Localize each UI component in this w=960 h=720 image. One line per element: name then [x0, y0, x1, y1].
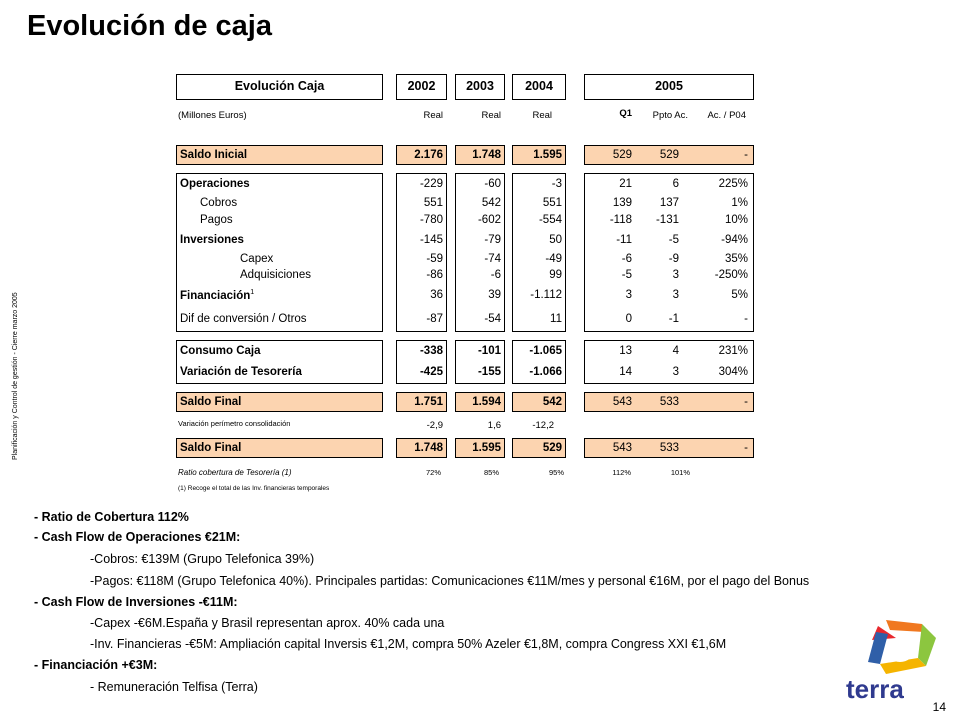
- pagos-2004: -554: [538, 214, 562, 226]
- note-cobros: -Cobros: €139M (Grupo Telefonica 39%): [90, 552, 315, 566]
- row-label-capex: Capex: [240, 253, 274, 265]
- header-label: Evolución Caja: [234, 79, 325, 93]
- operaciones-q1: 21: [619, 178, 632, 190]
- note-cash-flow-inversiones: - Cash Flow de Inversiones -€11M:: [34, 595, 238, 609]
- saldo-final-1-ac: -: [744, 396, 748, 408]
- ratio-ppto: 101%: [670, 468, 690, 477]
- variacion-tesoreria-ppto: 3: [672, 366, 679, 378]
- cobros-ppto: 137: [659, 197, 679, 209]
- pagos-ac: 10%: [724, 214, 748, 226]
- variacion-tesoreria-q1: 14: [619, 366, 632, 378]
- variacion-perimetro-2004: -12,2: [532, 420, 554, 431]
- page-title: Evolución de caja: [27, 10, 272, 42]
- pagos-2002: -780: [419, 214, 443, 226]
- cobros-2004: 551: [542, 197, 562, 209]
- row-label-inversiones: Inversiones: [180, 234, 244, 246]
- row-label-saldo-final-2: Saldo Final: [180, 442, 242, 454]
- variacion-tesoreria-ac: 304%: [718, 366, 748, 378]
- note-financiacion: - Financiación +€3M:: [34, 658, 158, 672]
- cobros-2003: 542: [481, 197, 501, 209]
- row-label-consumo-caja: Consumo Caja: [180, 345, 261, 357]
- saldo-final-2-ac: -: [744, 442, 748, 454]
- note-remuneracion: - Remuneración Telfisa (Terra): [90, 680, 258, 694]
- note-inv-financieras: -Inv. Financieras -€5M: Ampliación capital Inversis €1,2M, compra 50% Azeler €1,8M, compra Congress XXI €1,6M: [90, 637, 727, 651]
- variacion-tesoreria-2003: -155: [477, 366, 501, 378]
- saldo-final-1-2004: 542: [542, 396, 562, 408]
- saldo-final-2-ppto: 533: [659, 442, 679, 454]
- side-caption: Planificación y Control de gestión - Cierre marzo 2005: [12, 292, 19, 460]
- dif-conversion-q1: 0: [625, 313, 632, 325]
- dif-conversion-ppto: -1: [668, 313, 679, 325]
- capex-2002: -59: [426, 253, 443, 265]
- row-label-dif-conversion: Dif de conversión / Otros: [180, 313, 307, 325]
- note-cash-flow-operaciones: - Cash Flow de Operaciones €21M:: [34, 530, 241, 544]
- row-label-ratio: Ratio cobertura de Tesorería (1): [178, 468, 292, 477]
- cobros-q1: 139: [612, 197, 632, 209]
- consumo-caja-ac: 231%: [718, 345, 748, 357]
- sub-2003: Real: [481, 110, 501, 121]
- row-label-cobros: Cobros: [200, 197, 238, 209]
- saldo-final-2-2003: 1.595: [472, 442, 501, 454]
- note-ratio-cobertura: - Ratio de Cobertura 112%: [34, 510, 189, 524]
- saldo-inicial-2004: 1.595: [533, 149, 562, 161]
- sub-2004: Real: [532, 110, 552, 121]
- row-label-financiacion: [180, 289, 254, 302]
- header-year-2004: 2004: [525, 79, 553, 93]
- units-label: (Millones Euros): [178, 110, 247, 121]
- variacion-perimetro-2003: 1,6: [487, 420, 501, 431]
- adquisiciones-ppto: 3: [672, 269, 679, 281]
- saldo-final-2-2004: 529: [542, 442, 562, 454]
- financiacion-2003: 39: [488, 289, 501, 301]
- adquisiciones-ac: -250%: [714, 269, 748, 281]
- sub-ac-p04: Ac. / P04: [707, 110, 746, 121]
- sub-q1: Q1: [619, 108, 632, 119]
- inversiones-2004: 50: [549, 234, 562, 246]
- variacion-tesoreria-2002: -425: [419, 366, 443, 378]
- saldo-final-1-2003: 1.594: [472, 396, 501, 408]
- sub-2002: Real: [423, 110, 443, 121]
- pagos-2003: -602: [477, 214, 501, 226]
- operaciones-2004: -3: [551, 178, 562, 190]
- capex-q1: -6: [621, 253, 632, 265]
- financiacion-sup: 1: [250, 289, 255, 296]
- inversiones-2003: -79: [484, 234, 501, 246]
- operaciones-ac: 225%: [718, 178, 748, 190]
- cobros-ac: 1%: [731, 197, 748, 209]
- ratio-2003: 85%: [483, 468, 499, 477]
- capex-2004: -49: [545, 253, 562, 265]
- consumo-caja-2004: -1.065: [529, 345, 562, 357]
- dif-conversion-2003: -54: [484, 313, 501, 325]
- row-label-operaciones: Operaciones: [180, 178, 250, 190]
- capex-ac: 35%: [724, 253, 748, 265]
- adquisiciones-2004: 99: [549, 269, 562, 281]
- row-label-variacion-tesoreria: Variación de Tesorería: [180, 366, 302, 378]
- saldo-final-2-2002: 1.748: [414, 442, 443, 454]
- consumo-caja-2003: -101: [477, 345, 501, 357]
- saldo-inicial-2003: 1.748: [472, 149, 501, 161]
- saldo-inicial-2002: 2.176: [414, 149, 443, 161]
- inversiones-2002: -145: [419, 234, 443, 246]
- pagos-q1: -118: [609, 214, 632, 226]
- consumo-caja-q1: 13: [619, 345, 632, 357]
- saldo-inicial-ac: -: [744, 149, 748, 161]
- capex-ppto: -9: [668, 253, 679, 265]
- dif-conversion-ac: -: [744, 313, 748, 325]
- dif-conversion-2004: 11: [550, 313, 562, 325]
- financiacion-text: Financiación: [180, 289, 251, 302]
- operaciones-ppto: 6: [672, 178, 679, 190]
- terra-logo-icon: [826, 610, 948, 710]
- header-year-2002: 2002: [407, 79, 436, 93]
- adquisiciones-q1: -5: [621, 269, 632, 281]
- logo-text: terra: [846, 674, 904, 704]
- financiacion-2002: 36: [430, 289, 443, 301]
- row-label-saldo-final-1: Saldo Final: [180, 396, 242, 408]
- saldo-inicial-q1: 529: [612, 149, 632, 161]
- ratio-2004: 95%: [548, 468, 564, 477]
- operaciones-2003: -60: [484, 178, 501, 190]
- inversiones-ppto: -5: [668, 234, 679, 246]
- header-year-2005: 2005: [655, 79, 683, 93]
- terra-logo: [826, 610, 948, 710]
- header-year-2003: 2003: [466, 79, 494, 93]
- note-pagos: -Pagos: €118M (Grupo Telefonica 40%). Principales partidas: Comunicaciones €11M/mes y personal €16M, por el pago del Bonus: [90, 574, 810, 588]
- variacion-tesoreria-2004: -1.066: [529, 366, 562, 378]
- inversiones-ac: -94%: [721, 234, 748, 246]
- financiacion-q1: 3: [625, 289, 632, 301]
- financiacion-ac: 5%: [731, 289, 748, 301]
- saldo-final-1-q1: 543: [612, 396, 632, 408]
- sub-ppto: Ppto Ac.: [652, 110, 688, 121]
- adquisiciones-2003: -6: [490, 269, 501, 281]
- table-footnote: (1) Recoge el total de las Inv. financieras temporales: [178, 485, 330, 492]
- row-label-pagos: Pagos: [200, 214, 233, 226]
- saldo-final-1-2002: 1.751: [414, 396, 443, 408]
- consumo-caja-ppto: 4: [672, 345, 679, 357]
- page-number: 14: [932, 700, 946, 714]
- cobros-2002: 551: [423, 197, 443, 209]
- financiacion-ppto: 3: [672, 289, 679, 301]
- pagos-ppto: -131: [655, 214, 679, 226]
- adquisiciones-2002: -86: [426, 269, 443, 281]
- dif-conversion-2002: -87: [426, 313, 443, 325]
- variacion-perimetro-2002: -2,9: [426, 420, 443, 431]
- operaciones-2002: -229: [419, 178, 443, 190]
- row-label-adquisiciones: Adquisiciones: [240, 269, 311, 281]
- consumo-caja-2002: -338: [419, 345, 443, 357]
- ratio-q1: 112%: [612, 468, 631, 477]
- row-label-saldo-inicial: Saldo Inicial: [180, 149, 248, 161]
- saldo-final-1-ppto: 533: [659, 396, 679, 408]
- saldo-final-2-q1: 543: [612, 442, 632, 454]
- inversiones-q1: -11: [616, 234, 632, 246]
- saldo-inicial-ppto: 529: [659, 149, 679, 161]
- note-capex: -Capex -€6M.España y Brasil representan aprox. 40% cada una: [90, 616, 445, 630]
- row-label-variacion-perimetro: Variación perímetro consolidación: [178, 419, 291, 428]
- capex-2003: -74: [484, 253, 501, 265]
- ratio-2002: 72%: [425, 468, 441, 477]
- financiacion-2004: -1.112: [530, 289, 562, 301]
